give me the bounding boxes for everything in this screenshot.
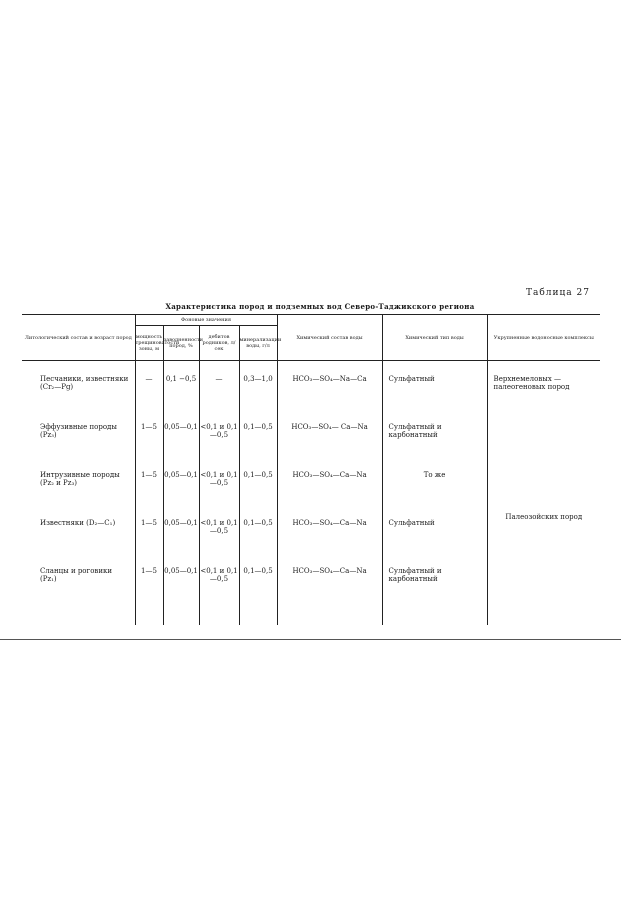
page-divider (0, 639, 621, 640)
debit-value: <0,1 и 0,1—0,5 (200, 567, 238, 583)
table-row (22, 409, 600, 457)
lithology-age: (Pz₂ и Pz₃) (40, 479, 77, 487)
table-number: Таблица 27 (526, 288, 590, 298)
fissuring-value: 0,05—0,1 (164, 567, 198, 575)
header-lithology: Литологический состав и возраст пород (22, 315, 135, 361)
chem-composition: HCO₃—SO₄— Ca—Na (291, 423, 368, 431)
debit-value: <0,1 и 0,1—0,5 (200, 423, 238, 439)
data-table (22, 314, 600, 625)
table-title: Характеристика пород и подземных вод Северо-Таджикского региона (165, 302, 475, 311)
header-chem-composition: Химический состав воды (277, 315, 382, 361)
header-complexes: Укрупненные водоносные комплексы (487, 315, 600, 361)
mineralization-value: 0,3—1,0 (243, 375, 273, 383)
table-row (22, 361, 600, 410)
debit-value: <0,1 и 0,1—0,5 (200, 471, 238, 487)
header-value-group: Фоновые значения (135, 315, 277, 326)
header-debit: дебитов родников, л/сек (199, 326, 239, 361)
chem-composition: HCO₃—SO₄—Ca—Na (292, 471, 367, 479)
chem-composition: HCO₃—SO₄—Na—Ca (292, 375, 367, 383)
lithology-name: Интрузивные породы (40, 471, 120, 479)
mineralization-value: 0,1—0,5 (243, 567, 273, 575)
chem-type: Сульфатный и карбонатный (388, 567, 442, 583)
thickness-value: 1—5 (141, 567, 157, 575)
mineralization-value: 0,1—0,5 (243, 471, 273, 479)
complex-name-merged: Палеозойских пород (505, 513, 583, 521)
fissuring-value: 0,1 −0,5 (165, 375, 197, 383)
mineralization-value: 0,1—0,5 (243, 423, 273, 431)
header-thickness: мощность трещиноватости зоны, м (135, 326, 163, 361)
lithology-age: (Pz₁) (40, 575, 57, 583)
chem-type: Сульфатный и карбонатный (388, 423, 442, 439)
header-fissuring: заводненности пород, % (163, 326, 199, 361)
complex-name: Верхнемеловых — палеогеновых пород (493, 375, 570, 391)
thickness-value: 1—5 (141, 423, 157, 431)
debit-value: <0,1 и 0,1—0,5 (200, 519, 238, 535)
lithology-name: Известняки (D₂—C₁) (40, 519, 116, 527)
lithology-age: (Cr₂—Pg) (40, 383, 74, 391)
thickness-value: 1—5 (141, 519, 157, 527)
chem-composition: HCO₃—SO₄—Ca—Na (292, 519, 367, 527)
lithology-name: Эффузивные породы (40, 423, 117, 431)
lithology-age: (Pz₃) (40, 431, 57, 439)
chem-composition: HCO₃—SO₄—Ca—Na (292, 567, 367, 575)
fissuring-value: 0,05—0,1 (164, 423, 198, 431)
mineralization-value: 0,1—0,5 (243, 519, 273, 527)
lithology-name: Сланцы и роговики (40, 567, 113, 575)
thickness-value: — (145, 375, 153, 383)
chem-type: То же (423, 471, 446, 479)
chem-type: Сульфатный (388, 519, 435, 527)
header-chem-type: Химический тип воды (382, 315, 487, 361)
thickness-value: 1—5 (141, 471, 157, 479)
chem-type: Сульфатный (388, 375, 435, 383)
header-mineralization: минерализации воды, г/л (239, 326, 277, 361)
debit-value: — (215, 375, 223, 383)
fissuring-value: 0,05—0,1 (164, 519, 198, 527)
fissuring-value: 0,05—0,1 (164, 471, 198, 479)
lithology-name: Песчаники, известняки (40, 375, 129, 383)
